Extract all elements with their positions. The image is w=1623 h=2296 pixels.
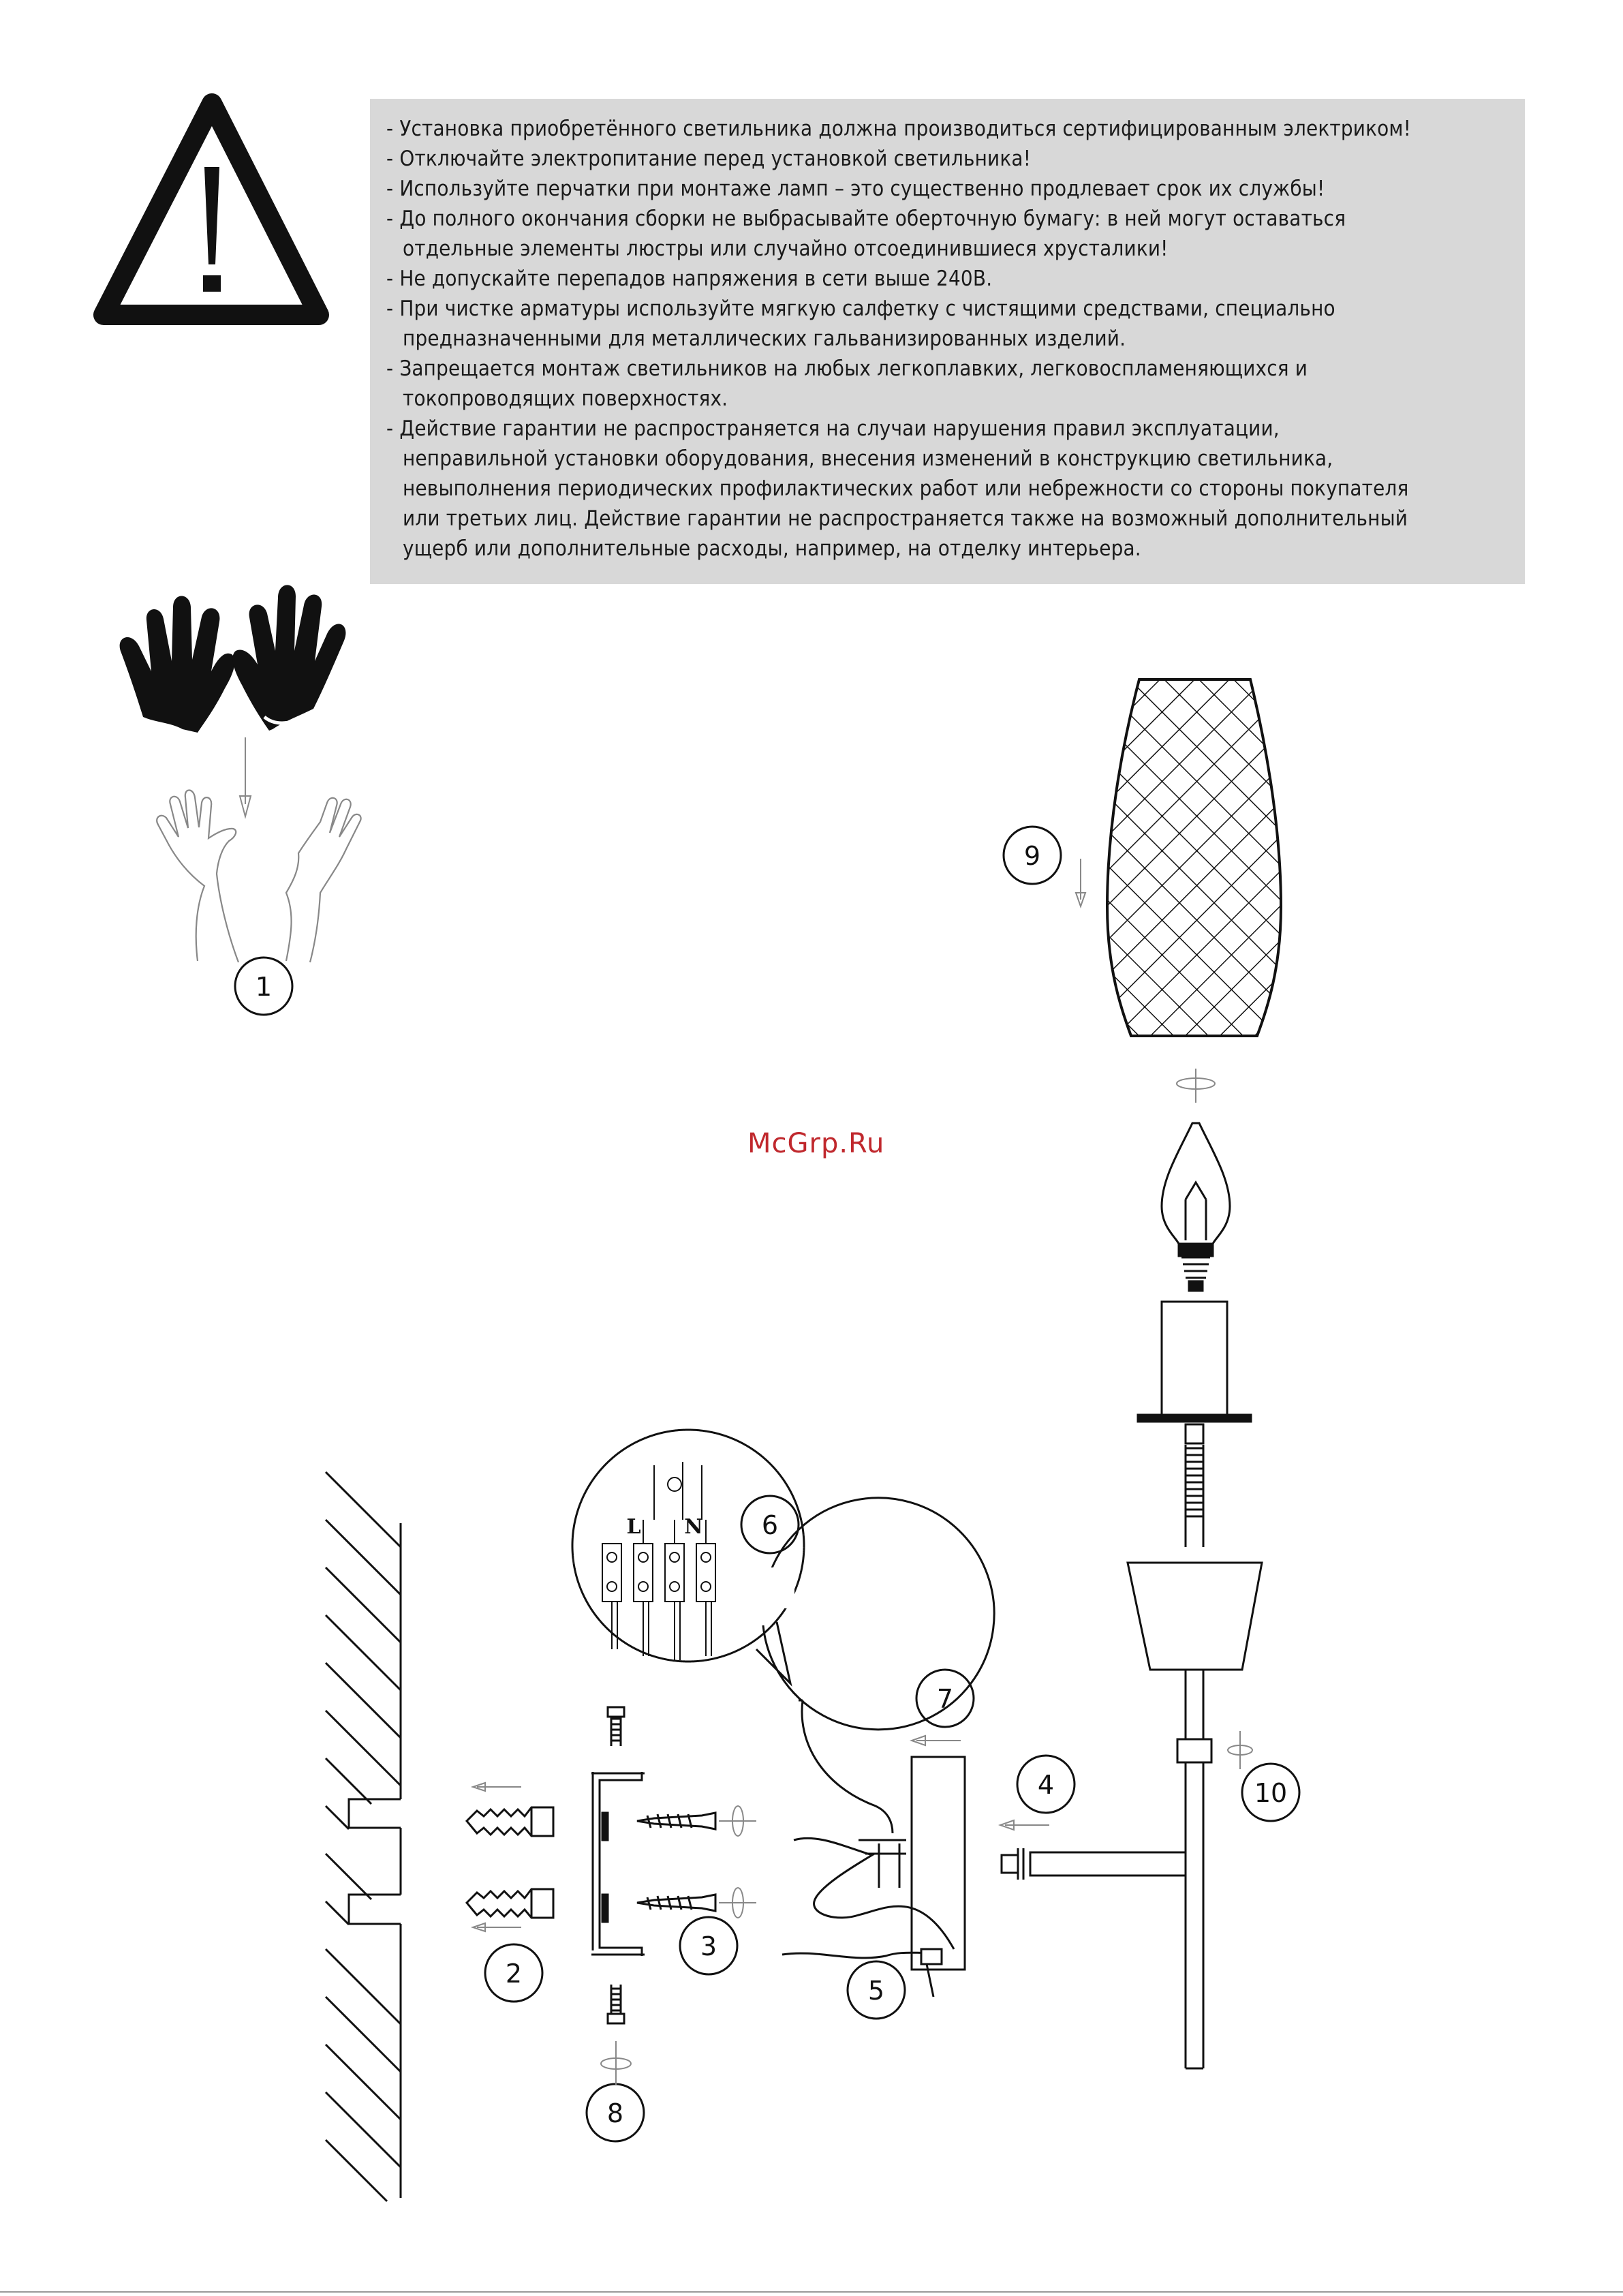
svg-text:10: 10 — [1254, 1778, 1288, 1808]
callout-2 — [485, 1944, 542, 2002]
callout-1 — [235, 958, 292, 1015]
svg-text:1: 1 — [255, 972, 273, 1002]
rotate-icon — [719, 1888, 756, 1918]
watermark: McGrp.Ru — [747, 1128, 885, 1159]
mounting-bracket — [591, 1772, 645, 1956]
arrow-left-icon — [473, 1923, 521, 1931]
callout-4 — [1017, 1756, 1075, 1813]
warning-line: - При чистке арматуры используйте мягкую салфетку с чистящими средствами, специально — [386, 296, 1335, 321]
svg-text:3: 3 — [700, 1931, 717, 1961]
warning-line: - Не допускайте перепадов напряжения в сети выше 240В. — [386, 266, 993, 291]
warning-line: - Действие гарантии не распространяется на случаи нарушения правил эксплуатации, — [386, 416, 1280, 441]
svg-text:4: 4 — [1037, 1770, 1055, 1800]
svg-text:8: 8 — [606, 2098, 624, 2128]
arrow-left-icon — [912, 1736, 961, 1745]
warning-line: - Установка приобретённого светильника должна производиться сертифицированным электриком! — [386, 117, 1411, 141]
warning-line: неправильной установки оборудования, внесения изменений в конструкцию светильника, — [403, 446, 1333, 471]
svg-text:2: 2 — [505, 1959, 523, 1989]
callout-5 — [848, 1961, 905, 2019]
callout-7 — [916, 1670, 974, 1727]
lamp-shade — [1107, 679, 1281, 1036]
wood-screw — [637, 1813, 715, 1829]
svg-text:9: 9 — [1023, 841, 1041, 871]
warning-line: ущерб или дополнительные расходы, например, на отделку интерьера. — [403, 536, 1141, 561]
svg-text:7: 7 — [936, 1684, 954, 1714]
warning-line: - Отключайте электропитание перед установкой светильника! — [386, 147, 1032, 171]
lamp-socket — [1138, 1302, 1251, 1547]
arrow-down-icon — [1076, 859, 1085, 906]
callout-6 — [741, 1496, 799, 1553]
page-bottom-rule — [0, 2291, 1623, 2293]
svg-text:6: 6 — [761, 1510, 779, 1540]
warning-line: - Используйте перчатки при монтаже ламп – это существенно продлевает срок их службы! — [386, 177, 1325, 201]
wall-arm — [1002, 1848, 1186, 1880]
warning-line: токопроводящих поверхностях. — [403, 386, 728, 411]
wood-screw — [637, 1895, 715, 1911]
warning-line: предназначенными для металлических гальванизированных изделий. — [403, 326, 1126, 351]
wall-dowel — [467, 1807, 553, 1836]
warning-triangle-icon — [104, 104, 319, 315]
warning-line: невыполнения периодических профилактических работ или небрежности со стороны покупателя — [403, 476, 1409, 501]
lamp-cup — [1128, 1563, 1262, 2068]
warning-line: - До полного окончания сборки не выбрасывайте оберточную бумагу: в ней могут оставаться — [386, 206, 1346, 231]
bracket-screw — [608, 1707, 624, 1746]
arrow-down-icon — [240, 737, 251, 816]
svg-text:5: 5 — [867, 1976, 885, 2006]
rotate-icon — [601, 2041, 631, 2085]
gloves-icon — [120, 585, 346, 745]
wall-dowel — [467, 1889, 553, 1918]
rotate-icon — [719, 1806, 756, 1836]
arrow-left-icon — [473, 1783, 521, 1791]
callout-9 — [1004, 827, 1061, 884]
arrow-left-icon — [1000, 1820, 1049, 1830]
warning-line: или третьих лиц. Действие гарантии не распространяется также на возможный дополнительный — [403, 506, 1408, 531]
warning-line: отдельные элементы люстры или случайно отсоединившиеся хрусталики! — [403, 236, 1169, 261]
callout-10 — [1242, 1764, 1299, 1821]
terminal-label-n: N — [684, 1515, 703, 1539]
hands-icon — [157, 791, 360, 963]
rotate-icon — [1228, 1731, 1252, 1769]
back-plate — [782, 1700, 965, 1997]
candle-bulb — [1162, 1123, 1230, 1291]
wall — [326, 1472, 401, 2201]
bracket-screw — [608, 1985, 624, 2023]
terminal-label-l: L — [626, 1515, 641, 1539]
callout-8 — [587, 2084, 644, 2141]
warning-line: - Запрещается монтаж светильников на любых легкоплавких, легковоспламеняющихся и — [386, 356, 1308, 381]
callout-3 — [680, 1917, 737, 1974]
rotate-icon — [1177, 1069, 1215, 1103]
